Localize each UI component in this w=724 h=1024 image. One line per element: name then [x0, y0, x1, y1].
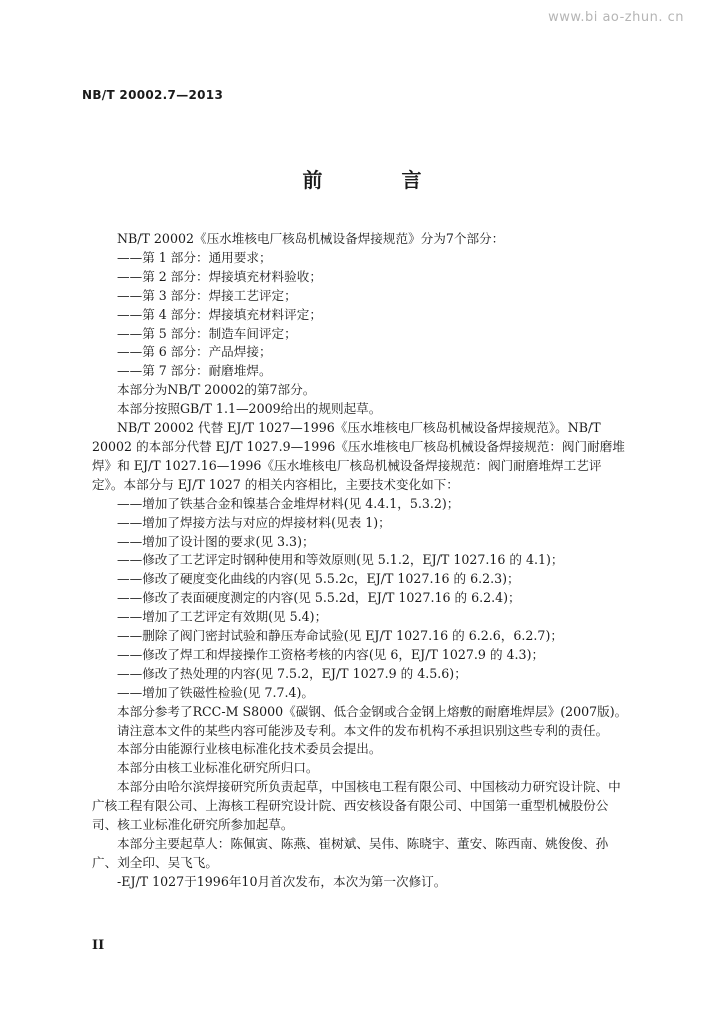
paragraph: 本部分参考了RCC-M S8000《碳钢、低合金钢或合金钢上熔敷的耐磨堆焊层》(2007版)。 — [117, 703, 628, 719]
paragraph: 本部分由能源行业核电标准化技术委员会提出。 — [117, 741, 382, 757]
change-item: ——修改了表面硬度测定的内容(见 5.5.2d，EJ/T 1027.16 的 6.2.4)； — [117, 590, 521, 606]
drafting-units: 本部分由哈尔滨焊接研究所负责起草，中国核电工程有限公司、中国核动力研究设计院、中广核工程有限公司、上海核工程研究设计院、西安核设备有限公司、中国第一重型机械股份公司、核工业标准化研究所参加起草。 — [92, 779, 621, 833]
part-item: ——第 3 部分：焊接工艺评定； — [117, 287, 297, 303]
drafters: 本部分主要起草人：陈佩寅、陈燕、崔树斌、吴伟、陈晓宇、董安、陈西南、姚俊俊、孙广、刘全印、吴飞飞。 — [92, 836, 609, 870]
part-item: ——第 2 部分：焊接填充材料验收； — [117, 268, 322, 284]
history-note: -EJ/T 1027于1996年10月首次发布，本次为第一次修订。 — [117, 873, 447, 889]
change-item: ——增加了工艺评定有效期(见 5.4)； — [117, 609, 328, 625]
change-item: ——修改了热处理的内容(见 7.5.2，EJ/T 1027.9 的 4.5.6)； — [117, 665, 467, 681]
change-item: ——增加了设计图的要求(见 3.3)； — [117, 533, 315, 549]
foreword-body — [92, 230, 632, 892]
change-item: ——修改了工艺评定时钢种使用和等效原则(见 5.1.2，EJ/T 1027.16 的 4.1)； — [117, 552, 564, 568]
change-item: ——增加了铁磁性检验(见 7.7.4)。 — [117, 684, 314, 700]
part-item: ——第 7 部分：耐磨堆焊。 — [117, 363, 272, 379]
standard-code: NB/T 20002.7—2013 — [82, 88, 224, 102]
patent-notice: 请注意本文件的某些内容可能涉及专利。本文件的发布机构不承担识别这些专利的责任。 — [117, 722, 609, 738]
watermark-text: www.bi ao-zhun. cn — [548, 10, 684, 25]
paragraph: 本部分由核工业标准化研究所归口。 — [117, 760, 319, 776]
part-item: ——第 6 部分：产品焊接； — [117, 344, 272, 360]
change-item: ——修改了焊工和焊接操作工资格考核的内容(见 6，EJ/T 1027.9 的 4.3)； — [117, 646, 545, 662]
change-item: ——增加了焊接方法与对应的焊接材料(见表 1)； — [117, 514, 391, 530]
part-item: ——第 1 部分：通用要求； — [117, 249, 272, 265]
intro-paragraph: NB/T 20002《压水堆核电厂核岛机械设备焊接规范》分为7个部分： — [117, 231, 505, 246]
replacement-paragraph: NB/T 20002 代替 EJ/T 1027—1996《压水堆核电厂核岛机械设备焊接规范》。NB/T 20002 的本部分代替 EJ/T 1027.9—1996《压水堆核电厂核岛机械设备焊接规范：阀门耐磨堆焊》和 EJ/T 1027.16—1996《压水堆核电厂核岛机械设备焊接规范：阀门耐磨堆焊工艺评定》。本部分与 EJ/T 1027 的相关内容相比，主要技术变化如下： — [92, 420, 625, 492]
paragraph: 本部分按照GB/T 1.1—2009给出的规则起草。 — [117, 401, 382, 417]
page-number: II — [92, 938, 105, 953]
change-item: ——删除了阀门密封试验和静压寿命试验(见 EJ/T 1027.16 的 6.2.6，6.2.7)； — [117, 628, 563, 644]
page-title: 前 言 — [302, 168, 458, 192]
paragraph: 本部分为NB/T 20002的第7部分。 — [117, 382, 316, 398]
part-item: ——第 5 部分：制造车间评定； — [117, 325, 297, 341]
change-item: ——增加了铁基合金和镍基合金堆焊材料(见 4.4.1，5.3.2)； — [117, 495, 460, 511]
part-item: ——第 4 部分：焊接填充材料评定； — [117, 306, 322, 322]
change-item: ——修改了硬度变化曲线的内容(见 5.5.2c，EJ/T 1027.16 的 6.2.3)； — [117, 571, 520, 587]
